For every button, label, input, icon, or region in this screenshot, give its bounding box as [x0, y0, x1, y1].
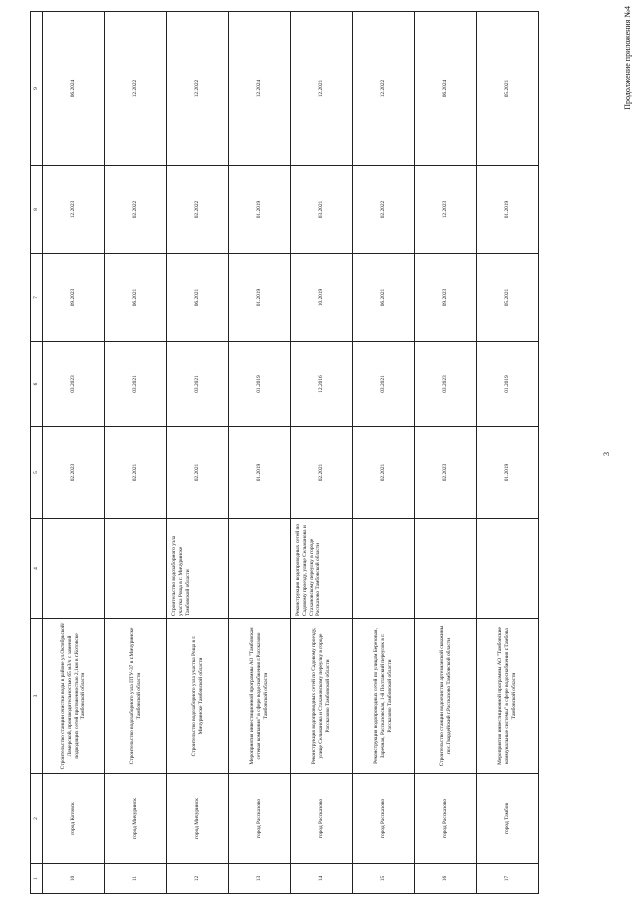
row-number: 16	[415, 864, 477, 894]
date-cell: 09.2023	[43, 254, 105, 342]
city-cell: город Рассказово	[229, 774, 291, 864]
date-cell: 06.2021	[105, 254, 167, 342]
city-cell: город Тамбов	[477, 774, 539, 864]
column-number: 2	[31, 774, 43, 864]
table-row	[229, 12, 291, 894]
date-cell: 09.2023	[415, 254, 477, 342]
date-cell: 01.2019	[229, 342, 291, 427]
subobject-cell	[105, 519, 167, 619]
row-number: 14	[291, 864, 353, 894]
date-cell: 02.2022	[167, 166, 229, 254]
city-cell: город Мичуринск	[167, 774, 229, 864]
column-number: 7	[31, 254, 43, 342]
table-row	[291, 12, 353, 894]
date-cell: 05.2021	[477, 12, 539, 166]
object-cell: Мероприятия инвестиционной программы АО "Тамбовские коммунальные системы" в сфере водоснабжения г.Тамбова Тамбовской области	[477, 619, 539, 774]
object-cell: Реконструкция водопроводных сетей по улицам Березовая, Заречная, Рассказовская, 1-й Полтавский переулок в г. Рассказово Тамбовской области	[353, 619, 415, 774]
object-cell: Строительство станции очистки воды в районе ул.Октябрьской/Лямерской, производительностью 65 м3/ч с заменой подводящих сетей протяженностью 2,1км в г.Котовске Тамбовской области	[43, 619, 105, 774]
column-number: 4	[31, 519, 43, 619]
subobject-cell: Строительство водозаборного узла участка Роща в г. Мичуринске Тамбовской области	[167, 519, 229, 619]
object-cell: Строительство водозаборного узла участка Роща в г. Мичуринске Тамбовской области	[167, 619, 229, 774]
date-cell: 03.2023	[43, 342, 105, 427]
date-cell: 05.2021	[477, 254, 539, 342]
date-cell: 12.2022	[167, 12, 229, 166]
date-cell: 06.2024	[43, 12, 105, 166]
table-row	[105, 12, 167, 894]
schedule-table	[30, 11, 539, 894]
table-row	[353, 12, 415, 894]
column-number: 9	[31, 12, 43, 166]
row-number: 17	[477, 864, 539, 894]
column-number: 3	[31, 619, 43, 774]
date-cell: 02.2021	[105, 427, 167, 519]
date-cell: 02.2022	[353, 166, 415, 254]
date-cell: 06.2021	[167, 254, 229, 342]
subobject-cell	[415, 519, 477, 619]
rotated-document-page	[30, 4, 640, 894]
date-cell: 02.2021	[291, 427, 353, 519]
date-cell: 03.2021	[167, 342, 229, 427]
date-cell: 12.2023	[43, 166, 105, 254]
object-cell: Реконструкция водопроводных сетей по Садовому проезду, улице Сельманова и Стахановскому переулку в городе Рассказово Тамбовской области	[291, 619, 353, 774]
date-cell: 01.2019	[477, 427, 539, 519]
page-number: 3	[602, 452, 611, 456]
date-cell: 06.2021	[353, 254, 415, 342]
date-cell: 12.2022	[105, 12, 167, 166]
table-row	[415, 12, 477, 894]
table-row	[167, 12, 229, 894]
date-cell: 03.2023	[415, 342, 477, 427]
city-cell: город Рассказово	[291, 774, 353, 864]
date-cell: 01.2019	[477, 166, 539, 254]
row-number: 15	[353, 864, 415, 894]
date-cell: 12.2021	[291, 12, 353, 166]
date-cell: 12.2016	[291, 342, 353, 427]
date-cell: 12.2023	[415, 166, 477, 254]
column-number: 1	[31, 864, 43, 894]
date-cell: 01.2019	[229, 427, 291, 519]
column-number-row	[31, 12, 43, 894]
table-row	[43, 12, 105, 894]
date-cell: 03.2021	[353, 342, 415, 427]
object-cell: Мероприятия инвестиционной программы АО "Тамбовская сетевая компания" в сфере водоснабжения г.Рассказово Тамбовской области	[229, 619, 291, 774]
row-number: 12	[167, 864, 229, 894]
date-cell: 10.2019	[291, 254, 353, 342]
city-cell: город Котовск	[43, 774, 105, 864]
city-cell: город Рассказово	[353, 774, 415, 864]
date-cell: 01.2019	[229, 254, 291, 342]
table-row	[477, 12, 539, 894]
date-cell: 12.2022	[353, 12, 415, 166]
column-number: 8	[31, 166, 43, 254]
subobject-cell	[229, 519, 291, 619]
row-number: 10	[43, 864, 105, 894]
date-cell: 02.2023	[415, 427, 477, 519]
date-cell: 02.2021	[353, 427, 415, 519]
annex-continuation-note: Продолжение приложения №4	[623, 6, 632, 110]
city-cell: город Мичуринск	[105, 774, 167, 864]
row-number: 13	[229, 864, 291, 894]
date-cell: 01.2019	[229, 166, 291, 254]
column-number: 5	[31, 427, 43, 519]
row-number: 11	[105, 864, 167, 894]
date-cell: 02.2023	[43, 427, 105, 519]
date-cell: 06.2024	[415, 12, 477, 166]
date-cell: 12.2024	[229, 12, 291, 166]
object-cell: Строительство станции водоочистки артезианской скважины пос.Гвардейский г.Рассказово Тамбовской области	[415, 619, 477, 774]
subobject-cell	[477, 519, 539, 619]
date-cell: 02.2022	[105, 166, 167, 254]
date-cell: 03.2021	[105, 342, 167, 427]
subobject-cell	[353, 519, 415, 619]
subobject-cell	[43, 519, 105, 619]
subobject-cell: Реконструкция водопроводных сетей по Садовому проезду, улице Сельманова и Стахановскому переулку в городе Рассказово Тамбовской области	[291, 519, 353, 619]
column-number: 6	[31, 342, 43, 427]
object-cell: Строительство водозаборного узла ПТУ-37 в г.Мичуринске Тамбовской области	[105, 619, 167, 774]
city-cell: город Рассказово	[415, 774, 477, 864]
date-cell: 03.2021	[291, 166, 353, 254]
date-cell: 02.2021	[167, 427, 229, 519]
date-cell: 01.2019	[477, 342, 539, 427]
